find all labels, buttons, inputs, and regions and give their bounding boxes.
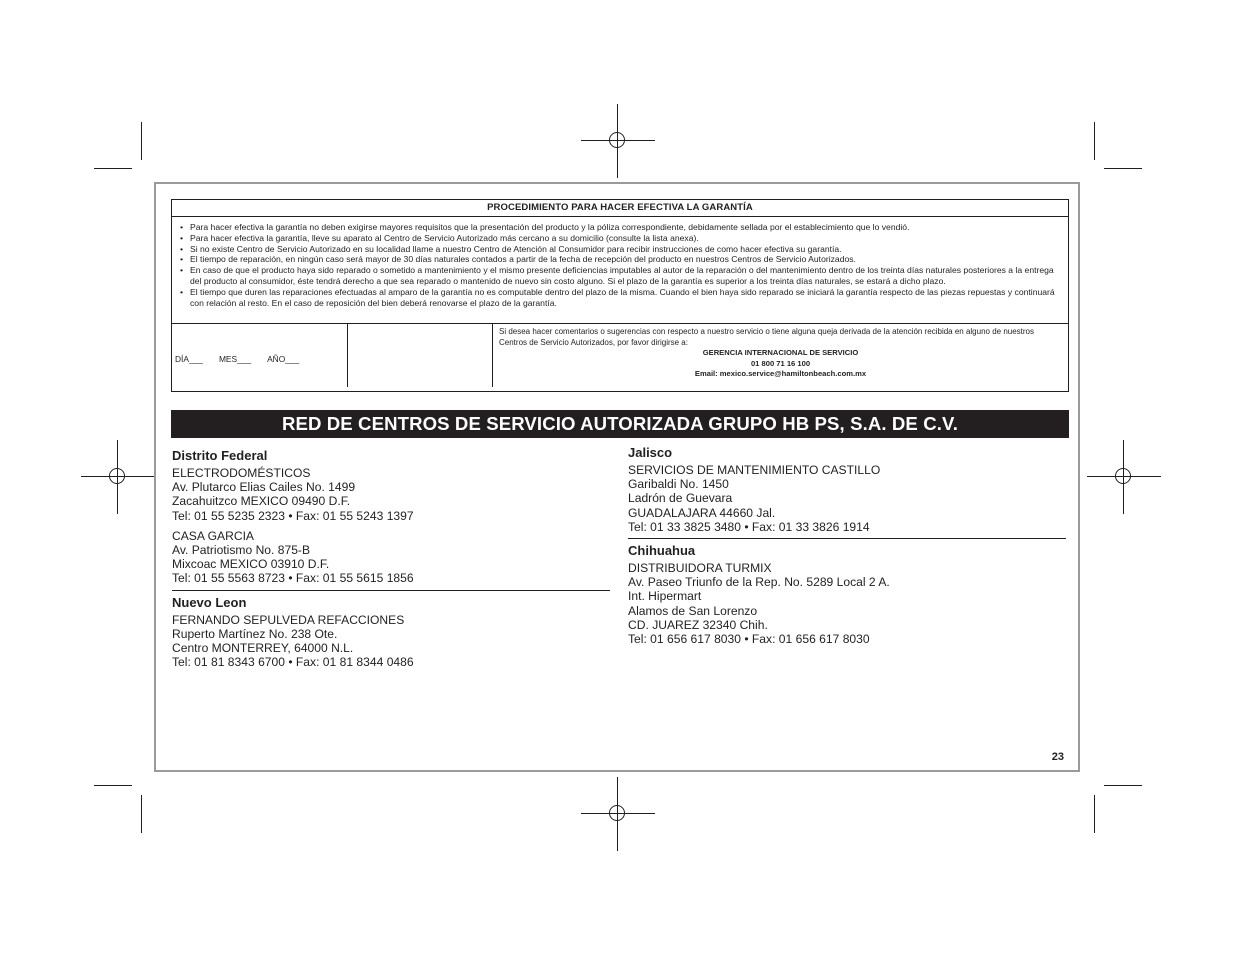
contact-phone: 01 800 71 16 100 [750, 358, 811, 368]
warranty-procedure-box [171, 199, 1069, 392]
crop-mark [1094, 122, 1095, 160]
divider [172, 590, 610, 591]
center-city: Centro MONTERREY, 64000 N.L. [172, 641, 354, 656]
center-neighborhood: Alamos de San Lorenzo [628, 603, 758, 618]
page-number: 23 [1051, 751, 1064, 763]
region-heading: Distrito Federal [172, 448, 268, 463]
day-field: DÍA___ [175, 354, 203, 364]
year-field: AÑO___ [267, 354, 300, 364]
divider [628, 538, 1066, 539]
left-column [172, 448, 610, 675]
contact-cell [493, 324, 1068, 387]
center-address: Av. Plutarco Elias Cailes No. 1499 [172, 480, 356, 495]
region-heading: Nuevo Leon [172, 594, 247, 610]
procedure-title: PROCEDIMIENTO PARA HACER EFECTIVA LA GARANTÍA [172, 200, 1068, 217]
list-item: • Si no existe Centro de Servicio Autorizado en su localidad llame a nuestro Centro de Atención al Consumidor para recibir instrucciones de como hacer efectiva su garantía. [190, 244, 1060, 255]
center-building: Int. Hipermart [628, 589, 702, 604]
list-item: • El tiempo que duren las reparaciones efectuadas al amparo de la garantía no es computable dentro del plazo de la misma. Cuando el bien haya sido reparado se iniciará la garantía respecto de las piezas repuestas y continuará con relación al resto. En el caso de reposición del bien deberá renovarse el plazo de la garantía. [190, 287, 1060, 309]
center-name: CASA GARCIA [172, 528, 254, 543]
crop-mark [141, 795, 142, 833]
center-phone: Tel: 01 55 5563 8723 • Fax: 01 55 5615 1856 [172, 571, 414, 586]
center-phone: Tel: 01 33 3825 3480 • Fax: 01 33 3826 1914 [628, 519, 870, 534]
stamp-cell [348, 324, 493, 387]
center-city: CD. JUAREZ 32340 Chih. [628, 617, 768, 632]
month-field: MES___ [218, 354, 252, 364]
center-address: Av. Patriotismo No. 875-B [172, 543, 311, 558]
contact-dept: GERENCIA INTERNACIONAL DE SERVICIO [702, 348, 859, 357]
right-column [628, 445, 1066, 652]
registration-mark-right [1087, 440, 1161, 514]
crop-mark [1104, 168, 1142, 169]
region-heading: Jalisco [628, 445, 673, 460]
procedure-list [172, 217, 1068, 324]
service-center-entry [628, 463, 1066, 534]
crop-mark [141, 122, 142, 160]
date-cell [172, 324, 348, 387]
manual-page [154, 182, 1080, 772]
service-center-entry [172, 613, 610, 670]
center-phone: Tel: 01 656 617 8030 • Fax: 01 656 617 8030 [628, 632, 870, 647]
center-name: ELECTRODOMÉSTICOS [172, 466, 311, 480]
center-phone: Tel: 01 55 5235 2323 • Fax: 01 55 5243 1397 [172, 508, 414, 523]
center-name: FERNANDO SEPULVEDA REFACCIONES [172, 612, 405, 627]
region-heading: Chihuahua [628, 543, 696, 559]
crop-mark [1104, 785, 1142, 786]
list-item: • Para hacer efectiva la garantía no deben exigirse mayores requisitos que la presentación del producto y la póliza correspondiente, debidamente sellada por el establecimiento que lo vendió. [190, 222, 1060, 233]
contact-text: Si desea hacer comentarios o sugerencias con respecto a nuestro servicio o tiene alguna queja derivada de la atención recibida en alguno de nuestros Centros de Servicio Autorizados, por favor dirigirse a: [499, 327, 1035, 347]
crop-mark [94, 785, 132, 786]
center-name: SERVICIOS DE MANTENIMIENTO CASTILLO [628, 463, 881, 477]
procedure-footer-row [172, 324, 1068, 387]
service-center-entry [172, 466, 610, 523]
center-address: Av. Paseo Triunfo de la Rep. No. 5289 Local 2 A. [628, 575, 890, 590]
list-item: • En caso de que el producto haya sido reparado o sometido a mantenimiento y el mismo presente deficiencias imputables al autor de la reparación o del mantenimiento dentro de los treinta días naturales posteriores a la entrega del producto al consumidor, éste tendrá derecho a que sea reparado o mantenido de nuevo sin costo alguno. Si el plazo de la garantía es superior a los treinta días naturales, se estará a dicho plazo. [190, 265, 1060, 287]
service-center-entry [172, 529, 610, 586]
service-network-banner: RED DE CENTROS DE SERVICIO AUTORIZADA GRUPO HB PS, S.A. DE C.V. [171, 410, 1069, 438]
center-address: Ruperto Martínez No. 238 Ote. [172, 626, 338, 641]
center-neighborhood: Ladrón de Guevara [628, 491, 733, 506]
crop-mark [94, 168, 132, 169]
registration-mark-left [81, 440, 155, 514]
center-city: Zacahuitzco MEXICO 09490 D.F. [172, 494, 351, 509]
center-phone: Tel: 01 81 8343 6700 • Fax: 01 81 8344 0486 [172, 655, 414, 670]
center-city: Mixcoac MEXICO 03910 D.F. [172, 557, 330, 572]
contact-email: Email: mexico.service@hamiltonbeach.com.mx [694, 369, 867, 378]
crop-mark [1094, 795, 1095, 833]
center-city: GUADALAJARA 44660 Jal. [628, 505, 776, 520]
registration-mark-bottom [581, 777, 655, 851]
center-name: DISTRIBUIDORA TURMIX [628, 561, 772, 576]
list-item: • El tiempo de reparación, en ningún caso será mayor de 30 días naturales contados a partir de la fecha de recepción del producto en nuestros Centros de Servicio Autorizados. [190, 254, 1060, 265]
list-item: • Para hacer efectiva la garantía, lleve su aparato al Centro de Servicio Autorizado más cercano a su domicilio (consulte la lista anexa). [190, 233, 1060, 244]
center-address: Garibaldi No. 1450 [628, 477, 729, 492]
registration-mark-top [581, 104, 655, 178]
service-center-entry [628, 561, 1066, 646]
